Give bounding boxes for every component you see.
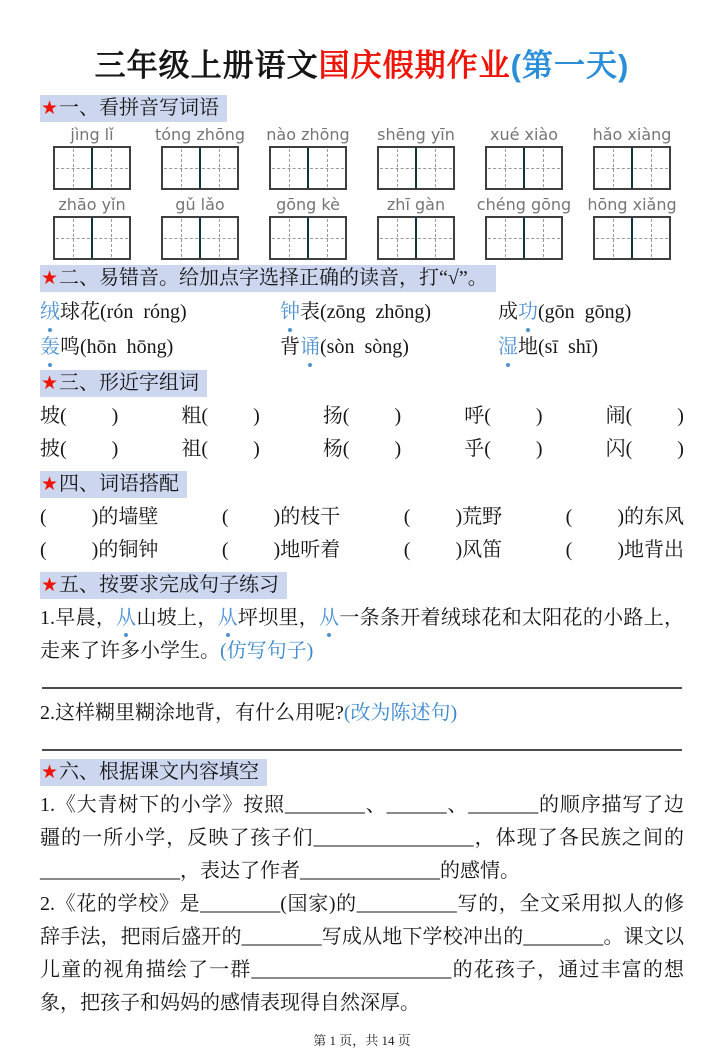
writing-grid-cell	[271, 218, 307, 258]
similar-char-item: 闹( )	[605, 405, 684, 427]
writing-grid-cell	[631, 148, 669, 188]
writing-grid-cell	[271, 148, 307, 188]
word-match-item: ( )风笛	[403, 539, 503, 561]
writing-grid-cell	[379, 148, 415, 188]
writing-grid-cell	[523, 148, 561, 188]
accented-char: 钟	[280, 295, 300, 330]
similar-char-row-1	[40, 400, 684, 433]
text-run: 地(sī shī)	[518, 336, 598, 358]
text-run: 背	[280, 336, 300, 358]
star-icon: ★	[41, 575, 59, 596]
word-match-item: ( )地背出	[565, 539, 684, 561]
pinyin-word-item	[472, 195, 576, 260]
accented-char: 功	[518, 295, 538, 330]
accented-char: 诵	[300, 330, 320, 365]
pronunciation-item	[280, 295, 498, 330]
writing-grid-cell	[595, 218, 631, 258]
writing-grid-cell	[163, 218, 199, 258]
section-3-header-highlight	[40, 370, 207, 397]
writing-grid-box	[593, 216, 671, 260]
sentence-exercise-1	[40, 602, 684, 668]
writing-grid-cell	[487, 148, 523, 188]
pinyin-word-item	[472, 125, 576, 190]
pinyin-word-item	[148, 195, 252, 260]
sentence-exercise-2	[40, 697, 684, 730]
writing-grid-cell	[415, 218, 453, 258]
section-4-header-highlight	[40, 471, 187, 498]
text-run: (gōn gōng)	[538, 301, 632, 323]
accented-char: 从	[319, 602, 339, 635]
text-run: (sòn sòng)	[320, 336, 409, 358]
pinyin-word-item	[364, 195, 468, 260]
writing-grid-box	[53, 216, 131, 260]
text-run: 表(zōng zhōng)	[300, 301, 432, 323]
pinyin-word-item	[256, 125, 360, 190]
pinyin-label: zhāo yǐn	[58, 195, 126, 214]
word-match-row-1	[40, 501, 684, 534]
pinyin-row-2	[40, 195, 684, 260]
title-day-part: (第一天)	[510, 48, 630, 83]
title-holiday-part: 国庆假期作业	[318, 48, 511, 83]
writing-grid-cell	[199, 148, 237, 188]
section-2-title: 二、易错音。给加点字选择正确的读音，打“√”。	[59, 267, 488, 289]
similar-char-item: 粗( )	[181, 405, 260, 427]
pinyin-row-1	[40, 125, 684, 190]
pinyin-word-item	[40, 195, 144, 260]
text-run: 坪坝里，	[237, 607, 320, 629]
similar-char-item: 坡( )	[40, 405, 119, 427]
writing-grid-cell	[523, 218, 561, 258]
similar-char-item: 闪( )	[605, 438, 684, 460]
writing-grid-cell	[91, 218, 129, 258]
section-4-header	[40, 471, 684, 498]
word-match-row-2	[40, 534, 684, 567]
writing-grid-box	[161, 216, 239, 260]
answer-blank-line	[42, 668, 682, 689]
text-run: 鸣(hōn hōng)	[60, 336, 174, 358]
pronunciation-item	[498, 330, 684, 365]
pinyin-word-item	[580, 195, 684, 260]
word-match-item: ( )的铜钟	[40, 539, 159, 561]
pinyin-label: xué xiào	[489, 125, 559, 144]
writing-grid-box	[269, 216, 347, 260]
section-2-header	[40, 265, 684, 292]
star-icon: ★	[41, 98, 59, 119]
writing-grid-cell	[55, 218, 91, 258]
pinyin-word-item	[40, 125, 144, 190]
pinyin-word-item	[148, 125, 252, 190]
writing-grid-box	[593, 146, 671, 190]
pronunciation-item	[40, 295, 280, 330]
pronunciation-row-1	[40, 295, 684, 330]
writing-grid-box	[485, 146, 563, 190]
pinyin-label: hǎo xiàng	[592, 125, 672, 144]
writing-grid-cell	[307, 148, 345, 188]
star-icon: ★	[41, 268, 59, 289]
pinyin-label: jìng lǐ	[70, 125, 114, 144]
page-number: 第 1 页，共 14 页	[313, 1033, 411, 1048]
pinyin-word-item	[580, 125, 684, 190]
section-3-title: 三、形近字组词	[59, 372, 200, 394]
similar-char-item: 披( )	[40, 438, 119, 460]
similar-char-item: 杨( )	[322, 438, 402, 460]
accented-char: 湿	[498, 330, 518, 365]
section-1-header-highlight	[40, 95, 227, 122]
section-1-title: 一、看拼音写词语	[59, 97, 220, 119]
word-match-item: ( )的枝干	[221, 506, 341, 528]
writing-grid-box	[269, 146, 347, 190]
section-5-title: 五、按要求完成句子练习	[59, 574, 280, 596]
writing-grid-cell	[415, 148, 453, 188]
accented-char: 从	[116, 602, 136, 635]
pinyin-label: zhī gàn	[386, 195, 446, 214]
pinyin-word-item	[364, 125, 468, 190]
writing-grid-cell	[379, 218, 415, 258]
writing-grid-cell	[307, 218, 345, 258]
similar-char-item: 乎( )	[464, 438, 543, 460]
writing-grid-box	[377, 146, 455, 190]
writing-grid-cell	[91, 148, 129, 188]
writing-grid-cell	[595, 148, 631, 188]
accented-char: 轰	[40, 330, 60, 365]
pronunciation-item	[280, 330, 498, 365]
text-run: 1.早晨，	[40, 607, 117, 629]
section-6-header	[40, 759, 684, 786]
pinyin-label: chéng gōng	[476, 195, 572, 214]
accented-char: 从	[218, 602, 238, 635]
fill-blank-paragraph-2: 2.《花的学校》是________(国家)的__________写的，全文采用拟人的修辞手法，把雨后盛开的________写成从地下学校冲出的________。课文以儿童的视角描绘了一群____________________的花孩子，通过丰富的想象，把孩子和妈妈的感情表现得自然深厚。	[40, 893, 684, 1014]
writing-grid-cell	[631, 218, 669, 258]
text-run: 成	[498, 301, 518, 323]
writing-grid-box	[53, 146, 131, 190]
section-2-header-highlight	[40, 265, 496, 292]
writing-grid-cell	[163, 148, 199, 188]
pinyin-label: shēng yīn	[377, 125, 455, 144]
text-run: 山坡上，	[136, 607, 218, 629]
text-run: 2.这样糊里糊涂地背，有什么用呢?	[40, 702, 344, 724]
answer-blank-line	[42, 730, 682, 751]
writing-grid-box	[377, 216, 455, 260]
pinyin-label: tóng zhōng	[154, 125, 246, 144]
pronunciation-item	[40, 330, 280, 365]
pronunciation-row-2	[40, 330, 684, 365]
star-icon: ★	[41, 474, 59, 495]
note-text: (改为陈述句)	[343, 702, 458, 724]
pinyin-label: gōng kè	[276, 195, 340, 214]
similar-char-row-2	[40, 433, 684, 466]
star-icon: ★	[41, 762, 59, 783]
word-match-item: ( )的墙壁	[40, 506, 159, 528]
accented-char: 绒	[40, 295, 60, 330]
word-match-item: ( )地听着	[221, 539, 341, 561]
star-icon: ★	[41, 373, 59, 394]
text-run: 一条条开着绒球花和太阳花的小路上，走来了许多小学生。	[40, 607, 685, 662]
writing-grid-cell	[487, 218, 523, 258]
writing-grid-box	[161, 146, 239, 190]
pinyin-word-item	[256, 195, 360, 260]
title-grade-part: 三年级上册语文	[94, 48, 319, 83]
section-4-title: 四、词语搭配	[59, 473, 180, 495]
pinyin-label: nào zhōng	[266, 125, 350, 144]
section-6-header-highlight	[40, 759, 267, 786]
word-match-item: ( )的东风	[565, 506, 684, 528]
section-6-title: 六、根据课文内容填空	[59, 761, 260, 783]
similar-char-item: 呼( )	[464, 405, 543, 427]
pinyin-label: hōng xiǎng	[587, 195, 677, 214]
writing-grid-cell	[199, 218, 237, 258]
writing-grid-box	[485, 216, 563, 260]
section-5-header-highlight	[40, 572, 287, 599]
pinyin-label: gǔ lǎo	[175, 195, 225, 214]
pronunciation-item	[498, 295, 684, 330]
note-text: (仿写句子)	[220, 640, 314, 662]
page-title	[40, 40, 684, 85]
similar-char-item: 祖( )	[181, 438, 260, 460]
word-match-item: ( )荒野	[403, 506, 503, 528]
fill-blank-paragraph-1: 1.《大青树下的小学》按照________、______、_______的顺序描写了边疆的一所小学，反映了孩子们________________，体现了各民族之间的______________，表达了作者______________的感情。	[40, 794, 684, 882]
section-1-header	[40, 95, 684, 122]
writing-grid-cell	[55, 148, 91, 188]
section-3-header	[40, 370, 684, 397]
similar-char-item: 扬( )	[322, 405, 402, 427]
section-5-header	[40, 572, 684, 599]
text-run: 球花(rón róng)	[60, 301, 187, 323]
